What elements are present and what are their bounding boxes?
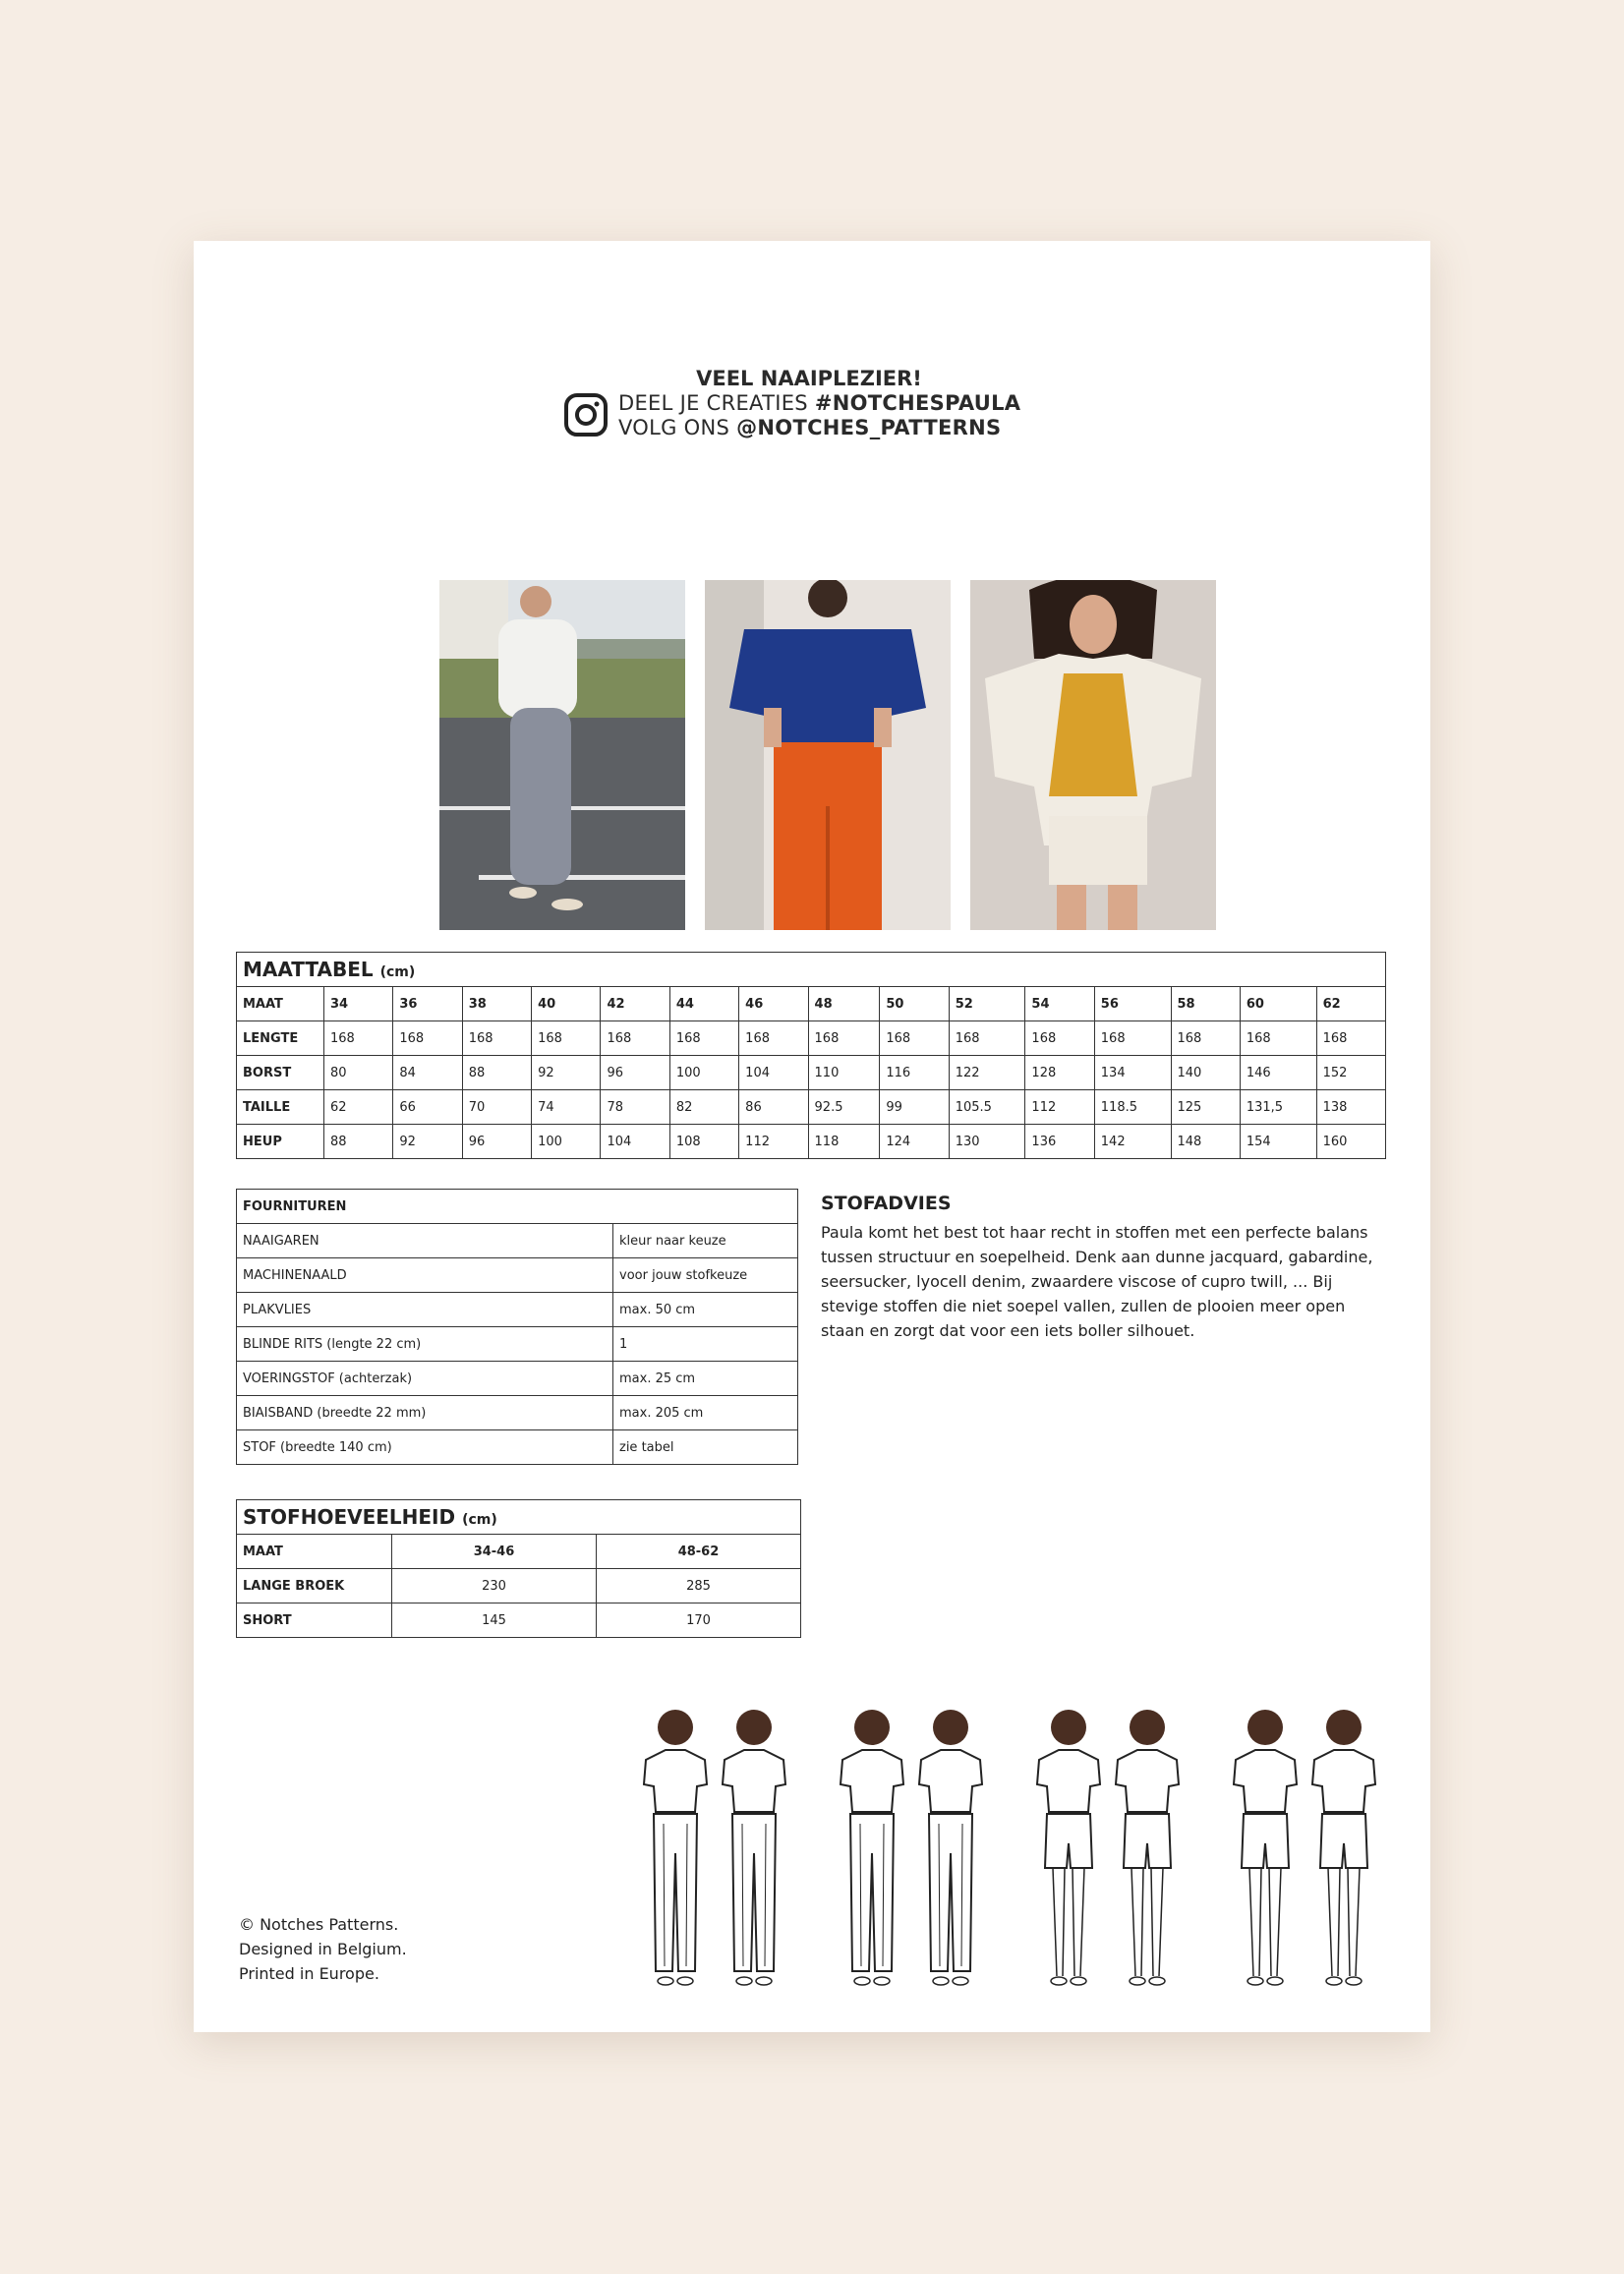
supply-item: BLINDE RITS (lengte 22 cm) — [237, 1327, 613, 1362]
figure-shorts — [1320, 1814, 1367, 1868]
size-cell: 128 — [1025, 1056, 1094, 1090]
size-cell: 99 — [880, 1090, 949, 1125]
size-cell: 168 — [1240, 1021, 1316, 1056]
figure-trousers — [929, 1814, 972, 1971]
size-cell: 140 — [1171, 1056, 1240, 1090]
size-cell: 62 — [324, 1090, 393, 1125]
fabric-cell: 145 — [392, 1603, 597, 1638]
supply-item: MACHINENAALD — [237, 1258, 613, 1293]
figure-head — [736, 1710, 772, 1745]
figure-head — [933, 1710, 968, 1745]
supply-value: max. 50 cm — [613, 1293, 798, 1327]
size-cell: 70 — [462, 1090, 531, 1125]
figure-shoe — [1346, 1977, 1362, 1985]
fabric-cell: 170 — [596, 1603, 800, 1638]
size-cell: 92.5 — [808, 1090, 880, 1125]
size-cell: 66 — [393, 1090, 462, 1125]
copyright-line-3: Printed in Europe. — [239, 1964, 379, 1983]
size-cell: 142 — [1094, 1125, 1171, 1159]
fabric-row — [237, 1569, 801, 1603]
size-cell: 105.5 — [949, 1090, 1025, 1125]
size-cell: 50 — [880, 987, 949, 1021]
supply-value: 1 — [613, 1327, 798, 1362]
size-cell: 86 — [739, 1090, 808, 1125]
fabric-table-title-text: STOFHOEVEELHEID — [243, 1505, 456, 1529]
supply-row — [237, 1327, 798, 1362]
size-cell: 154 — [1240, 1125, 1316, 1159]
figure-shoe — [658, 1977, 673, 1985]
figure-top — [1312, 1750, 1375, 1812]
size-cell: 88 — [324, 1125, 393, 1159]
figure-head — [1130, 1710, 1165, 1745]
figure-head — [1051, 1710, 1086, 1745]
size-cell: 46 — [739, 987, 808, 1021]
figure-shoe — [677, 1977, 693, 1985]
supply-value: kleur naar keuze — [613, 1224, 798, 1258]
figure-legs — [1249, 1868, 1281, 1976]
supply-row — [237, 1293, 798, 1327]
fabric-amount-table — [236, 1499, 801, 1638]
supply-row — [237, 1430, 798, 1465]
size-cell: 74 — [532, 1090, 601, 1125]
size-cell: 130 — [949, 1125, 1025, 1159]
size-row-label: HEUP — [237, 1125, 324, 1159]
size-cell: 152 — [1316, 1056, 1385, 1090]
size-cell: 168 — [1094, 1021, 1171, 1056]
size-cell: 56 — [1094, 987, 1171, 1021]
size-cell: 112 — [1025, 1090, 1094, 1125]
size-cell: 168 — [1171, 1021, 1240, 1056]
size-cell: 168 — [324, 1021, 393, 1056]
pattern-sheet — [194, 241, 1430, 2032]
photo-jacket-shorts — [970, 580, 1216, 930]
size-cell: 100 — [532, 1125, 601, 1159]
size-cell: 88 — [462, 1056, 531, 1090]
figure-shoe — [1247, 1977, 1263, 1985]
figure-shoe — [1130, 1977, 1145, 1985]
size-cell: 168 — [880, 1021, 949, 1056]
size-table — [236, 952, 1386, 1159]
size-cell: 104 — [601, 1125, 669, 1159]
size-cell: 122 — [949, 1056, 1025, 1090]
size-cell: 78 — [601, 1090, 669, 1125]
size-cell: 168 — [1025, 1021, 1094, 1056]
supply-item: NAAIGAREN — [237, 1224, 613, 1258]
supply-item: STOF (breedte 140 cm) — [237, 1430, 613, 1465]
size-cell: 80 — [324, 1056, 393, 1090]
size-cell: 60 — [1240, 987, 1316, 1021]
size-cell: 168 — [949, 1021, 1025, 1056]
size-row-heup — [237, 1125, 1386, 1159]
figure-shoe — [1267, 1977, 1283, 1985]
follow-handle: @NOTCHES_PATTERNS — [736, 416, 1002, 439]
size-cell: 131,5 — [1240, 1090, 1316, 1125]
size-cell: 124 — [880, 1125, 949, 1159]
figure-top — [1234, 1750, 1297, 1812]
supplies-table-title: FOURNITUREN — [237, 1190, 798, 1224]
size-cell: 110 — [808, 1056, 880, 1090]
size-table-title-text: MAATTABEL — [243, 958, 374, 981]
size-cell: 136 — [1025, 1125, 1094, 1159]
fabric-header-row — [237, 1535, 801, 1569]
figure-top — [919, 1750, 982, 1812]
share-line — [618, 391, 1055, 416]
figure-trousers — [654, 1814, 697, 1971]
size-cell: 168 — [669, 1021, 738, 1056]
size-cell: 62 — [1316, 987, 1385, 1021]
photo-orange-trousers — [705, 580, 951, 930]
supply-row — [237, 1258, 798, 1293]
figure-top — [644, 1750, 707, 1812]
figure-shoe — [874, 1977, 890, 1985]
fabric-header-col: 34-46 — [392, 1535, 597, 1569]
figure-top — [1037, 1750, 1100, 1812]
copyright-line-1: © Notches Patterns. — [239, 1915, 399, 1934]
size-cell: 96 — [462, 1125, 531, 1159]
fabric-advice-title: STOFADVIES — [821, 1193, 952, 1214]
follow-prefix: VOLG ONS — [618, 416, 737, 439]
size-cell: 100 — [669, 1056, 738, 1090]
size-cell: 44 — [669, 987, 738, 1021]
supply-value: zie tabel — [613, 1430, 798, 1465]
size-cell: 146 — [1240, 1056, 1316, 1090]
figure-legs — [1131, 1868, 1163, 1976]
header — [563, 367, 1055, 440]
size-cell: 48 — [808, 987, 880, 1021]
supply-item: BIAISBAND (breedte 22 mm) — [237, 1396, 613, 1430]
instagram-icon — [563, 392, 609, 437]
size-row-lengte — [237, 1021, 1386, 1056]
size-cell: 84 — [393, 1056, 462, 1090]
header-title: VEEL NAAIPLEZIER! — [696, 367, 922, 390]
fabric-table-unit: (cm) — [462, 1512, 497, 1528]
figure-head — [1326, 1710, 1362, 1745]
size-row-label: MAAT — [237, 987, 324, 1021]
size-cell: 168 — [532, 1021, 601, 1056]
figure-top — [723, 1750, 785, 1812]
size-cell: 92 — [532, 1056, 601, 1090]
figure-legs — [1328, 1868, 1360, 1976]
size-cell: 36 — [393, 987, 462, 1021]
size-cell: 134 — [1094, 1056, 1171, 1090]
figure-shoe — [1071, 1977, 1086, 1985]
size-cell: 82 — [669, 1090, 738, 1125]
share-hashtag: #NOTCHESPAULA — [814, 391, 1021, 415]
size-cell: 42 — [601, 987, 669, 1021]
size-cell: 112 — [739, 1125, 808, 1159]
figure-shoe — [736, 1977, 752, 1985]
figure-shoe — [1149, 1977, 1165, 1985]
figure-top — [841, 1750, 903, 1812]
fabric-cell: 230 — [392, 1569, 597, 1603]
size-cell: 108 — [669, 1125, 738, 1159]
figure-shoe — [756, 1977, 772, 1985]
technical-drawings — [636, 1706, 1422, 1991]
share-prefix: DEEL JE CREATIES — [618, 391, 815, 415]
figure-shoe — [1326, 1977, 1342, 1985]
fabric-advice-text: Paula komt het best tot haar recht in stoffen met een perfecte balans tussen structuur en soepelheid. Denk aan dunne jacquard, gabardine, seersucker, lyocell denim, zwaardere viscose of cupro twill, ... Bij stevige stoffen die niet soepel vallen, zullen de plooien meer open staan en zorgt dat voor een iets boller silhouet. — [821, 1223, 1373, 1340]
photo-gingham-trousers — [439, 580, 685, 930]
size-cell: 168 — [739, 1021, 808, 1056]
size-row-taille — [237, 1090, 1386, 1125]
size-row-label: BORST — [237, 1056, 324, 1090]
size-cell: 38 — [462, 987, 531, 1021]
supply-row — [237, 1396, 798, 1430]
fabric-advice — [821, 1193, 1386, 1343]
size-table-unit: (cm) — [379, 964, 416, 980]
size-cell: 34 — [324, 987, 393, 1021]
fabric-cell: 285 — [596, 1569, 800, 1603]
supply-item: VOERINGSTOF (achterzak) — [237, 1362, 613, 1396]
figure-shorts — [1242, 1814, 1289, 1868]
size-cell: 118 — [808, 1125, 880, 1159]
figure-shoe — [953, 1977, 968, 1985]
fabric-header-label: MAAT — [237, 1535, 392, 1569]
size-cell: 168 — [808, 1021, 880, 1056]
fabric-header-col: 48-62 — [596, 1535, 800, 1569]
size-cell: 125 — [1171, 1090, 1240, 1125]
figure-head — [658, 1710, 693, 1745]
size-cell: 138 — [1316, 1090, 1385, 1125]
figure-shorts — [1045, 1814, 1092, 1868]
size-cell: 104 — [739, 1056, 808, 1090]
supply-row — [237, 1362, 798, 1396]
size-cell: 168 — [393, 1021, 462, 1056]
supplies-table — [236, 1189, 798, 1465]
size-cell: 40 — [532, 987, 601, 1021]
figure-trousers — [732, 1814, 776, 1971]
figure-shoe — [933, 1977, 949, 1985]
supply-value: voor jouw stofkeuze — [613, 1258, 798, 1293]
size-cell: 58 — [1171, 987, 1240, 1021]
figure-head — [1247, 1710, 1283, 1745]
size-cell: 160 — [1316, 1125, 1385, 1159]
size-cell: 168 — [1316, 1021, 1385, 1056]
size-cell: 54 — [1025, 987, 1094, 1021]
figure-legs — [1053, 1868, 1084, 1976]
figure-head — [854, 1710, 890, 1745]
figure-shoe — [1051, 1977, 1067, 1985]
size-row-borst — [237, 1056, 1386, 1090]
size-cell: 92 — [393, 1125, 462, 1159]
copyright — [239, 1912, 407, 1986]
figure-trousers — [850, 1814, 894, 1971]
follow-line — [618, 416, 1055, 440]
copyright-line-2: Designed in Belgium. — [239, 1940, 407, 1958]
fabric-row — [237, 1603, 801, 1638]
size-cell: 168 — [462, 1021, 531, 1056]
size-cell: 96 — [601, 1056, 669, 1090]
fabric-table-title — [237, 1500, 801, 1535]
size-table-title — [237, 953, 1386, 987]
size-row-maat — [237, 987, 1386, 1021]
supply-row — [237, 1224, 798, 1258]
fabric-row-label: LANGE BROEK — [237, 1569, 392, 1603]
figure-shoe — [854, 1977, 870, 1985]
size-row-label: LENGTE — [237, 1021, 324, 1056]
figure-shorts — [1124, 1814, 1171, 1868]
figure-top — [1116, 1750, 1179, 1812]
size-cell: 148 — [1171, 1125, 1240, 1159]
size-cell: 52 — [949, 987, 1025, 1021]
size-cell: 168 — [601, 1021, 669, 1056]
supply-value: max. 25 cm — [613, 1362, 798, 1396]
fabric-row-label: SHORT — [237, 1603, 392, 1638]
size-cell: 118.5 — [1094, 1090, 1171, 1125]
supply-value: max. 205 cm — [613, 1396, 798, 1430]
size-cell: 116 — [880, 1056, 949, 1090]
size-row-label: TAILLE — [237, 1090, 324, 1125]
supply-item: PLAKVLIES — [237, 1293, 613, 1327]
